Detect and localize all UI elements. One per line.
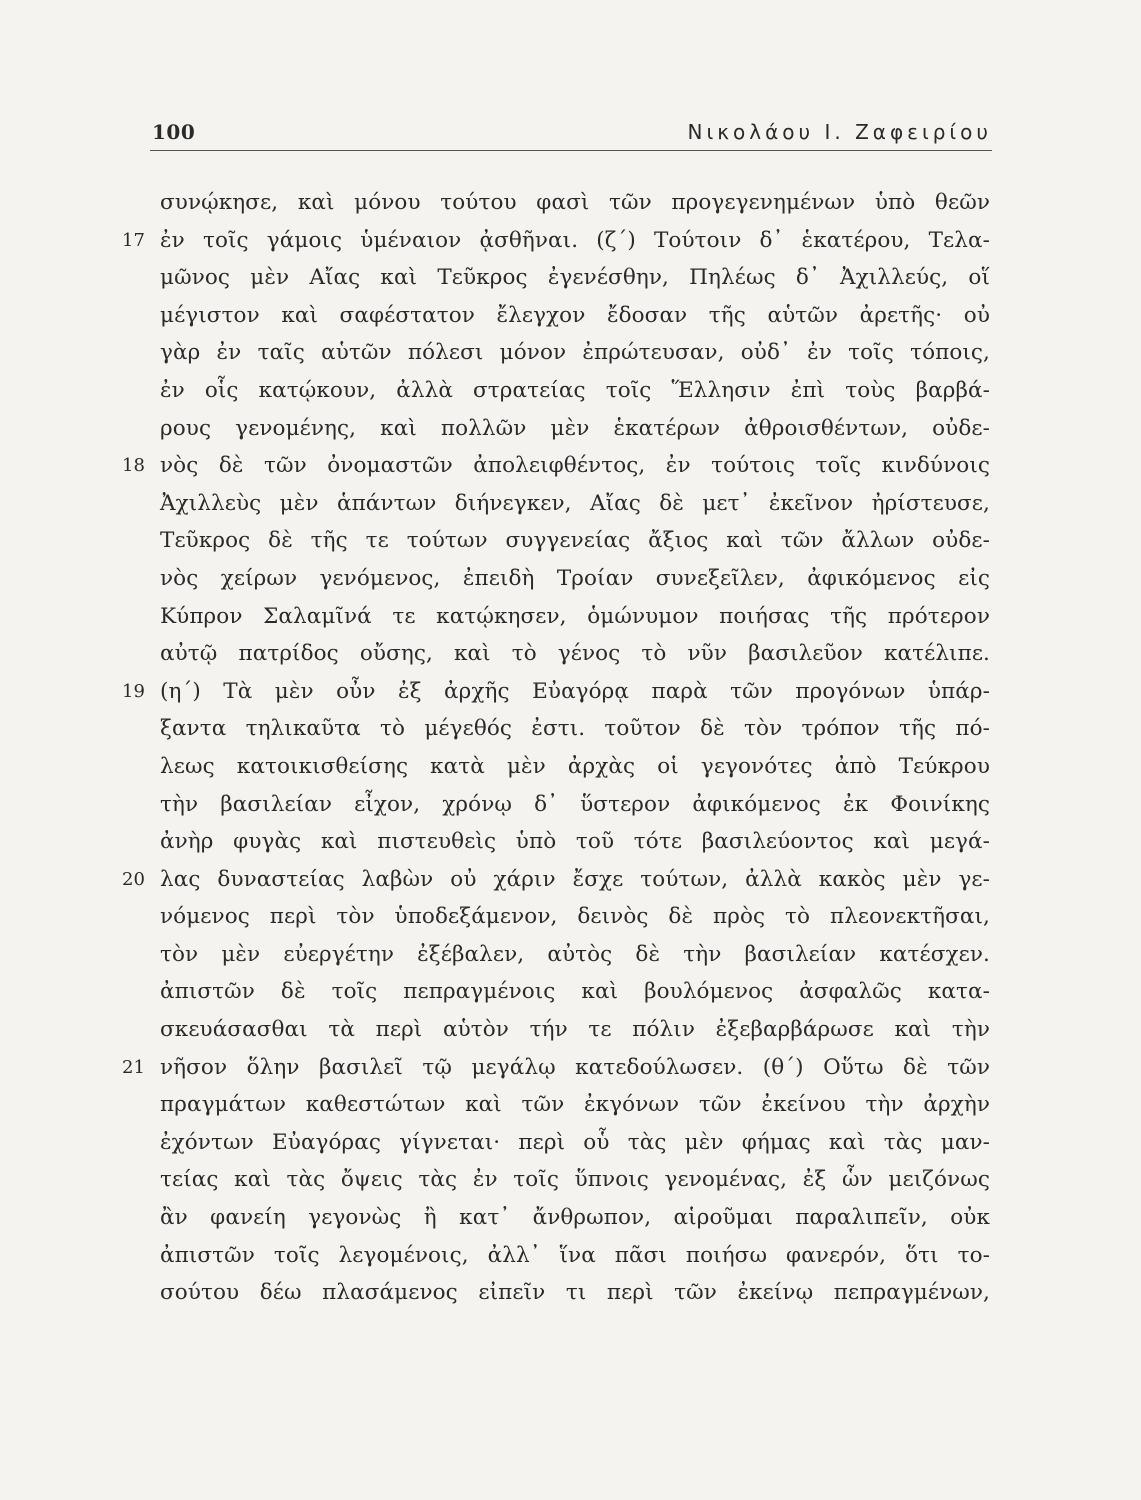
text-line [0, 861, 1141, 899]
section-number: 19 [122, 680, 145, 702]
line-text: αὐτῷ πατρίδος οὔσης, καὶ τὸ γένος τὸ νῦν βασιλεῦον κατέλιπε. [160, 641, 990, 667]
text-line [0, 184, 1141, 222]
text-line [0, 936, 1141, 974]
line-text: ἐν τοῖς γάμοις ὑμέναιον ᾀσθῆναι. (ζ΄) Τούτοιν δ᾽ ἑκατέρου, Τελα- [160, 227, 990, 253]
text-line [0, 1086, 1141, 1124]
section-number: 17 [122, 229, 145, 251]
text-line [0, 1161, 1141, 1199]
text-line [0, 222, 1141, 260]
line-text: ἂν φανείη γεγονὼς ἢ κατ᾽ ἄνθρωπον, αἱροῦμαι παραλιπεῖν, οὐκ [160, 1205, 990, 1231]
page-header [150, 118, 992, 151]
text-line [0, 1237, 1141, 1275]
line-text: πραγμάτων καθεστώτων καὶ τῶν ἐκγόνων τῶν ἐκείνου τὴν ἀρχὴν [160, 1092, 990, 1118]
line-text: ἀνὴρ φυγὰς καὶ πιστευθεὶς ὑπὸ τοῦ τότε βασιλεύοντος καὶ μεγά- [160, 829, 990, 855]
text-line [0, 485, 1141, 523]
text-line [0, 823, 1141, 861]
text-line [0, 1199, 1141, 1237]
line-text: ξαντα τηλικαῦτα τὸ μέγεθός ἐστι. τοῦτον δὲ τὸν τρόπον τῆς πό- [160, 716, 990, 742]
text-line [0, 1124, 1141, 1162]
page-number: 100 [152, 120, 196, 144]
line-text: μέγιστον καὶ σαφέστατον ἔλεγχον ἔδοσαν τῆς αὑτῶν ἀρετῆς· οὐ [160, 302, 990, 328]
section-number: 20 [122, 868, 145, 890]
line-text: σκευάσασθαι τὰ περὶ αὑτὸν τήν τε πόλιν ἐξεβαρβάρωσε καὶ τὴν [160, 1017, 990, 1043]
line-text: ἐν οἷς κατῴκουν, ἀλλὰ στρατείας τοῖς Ἕλλησιν ἐπὶ τοὺς βαρβά- [160, 377, 990, 403]
text-line [0, 560, 1141, 598]
text-line [0, 1274, 1141, 1312]
line-text: (η΄) Τὰ μὲν οὖν ἐξ ἀρχῆς Εὐαγόρᾳ παρὰ τῶν προγόνων ὑπάρ- [160, 678, 990, 704]
line-text: Τεῦκρος δὲ τῆς τε τούτων συγγενείας ἄξιος καὶ τῶν ἄλλων οὐδε- [160, 528, 990, 554]
text-line [0, 372, 1141, 410]
line-text: λεως κατοικισθείσης κατὰ μὲν ἀρχὰς οἱ γεγονότες ἀπὸ Τεύκρου [160, 753, 990, 779]
line-text: τείας καὶ τὰς ὄψεις τὰς ἐν τοῖς ὕπνοις γενομένας, ἐξ ὧν μειζόνως [160, 1167, 990, 1193]
line-text: λας δυναστείας λαβὼν οὐ χάριν ἔσχε τούτων, ἀλλὰ κακὸς μὲν γε- [160, 866, 990, 892]
text-line [0, 410, 1141, 448]
line-text: μῶνος μὲν Αἴας καὶ Τεῦκρος ἐγενέσθην, Πηλέως δ᾽ Ἀχιλλεύς, οἵ [160, 265, 990, 291]
text-line [0, 673, 1141, 711]
text-line [0, 898, 1141, 936]
section-number: 18 [122, 455, 145, 477]
line-text: Ἀχιλλεὺς μὲν ἁπάντων διήνεγκεν, Αἴας δὲ μετ᾽ ἐκεῖνον ἠρίστευσε, [160, 490, 990, 516]
line-text: γὰρ ἐν ταῖς αὑτῶν πόλεσι μόνον ἐπρώτευσαν, οὐδ᾽ ἐν τοῖς τόποις, [160, 340, 990, 366]
line-text: ἀπιστῶν δὲ τοῖς πεπραγμένοις καὶ βουλόμενος ἀσφαλῶς κατα- [160, 979, 990, 1005]
text-line [0, 334, 1141, 372]
section-number: 21 [122, 1056, 145, 1078]
body-text [0, 184, 1141, 1312]
line-text: νῆσον ὅλην βασιλεῖ τῷ μεγάλῳ κατεδούλωσεν. (θ΄) Οὕτω δὲ τῶν [160, 1054, 990, 1080]
text-line [0, 748, 1141, 786]
text-line [0, 259, 1141, 297]
text-line [0, 786, 1141, 824]
text-line [0, 447, 1141, 485]
line-text: σούτου δέω πλασάμενος εἰπεῖν τι περὶ τῶν ἐκείνῳ πεπραγμένων, [160, 1280, 990, 1306]
line-text: νὸς χείρων γενόμενος, ἐπειδὴ Τροίαν συνεξεῖλεν, ἀφικόμενος εἰς [160, 565, 990, 591]
line-text: συνῴκησε, καὶ μόνου τούτου φασὶ τῶν προγεγενημένων ὑπὸ θεῶν [160, 190, 990, 215]
line-text: ἀπιστῶν τοῖς λεγομένοις, ἀλλ᾽ ἵνα πᾶσι ποιήσω φανερόν, ὅτι το- [160, 1242, 990, 1268]
text-line [0, 297, 1141, 335]
line-text: νὸς δὲ τῶν ὀνομαστῶν ἀπολειφθέντος, ἐν τούτοις τοῖς κινδύνοις [160, 453, 990, 479]
line-text: Κύπρον Σαλαμῖνά τε κατῴκησεν, ὁμώνυμον ποιήσας τῆς πρότερον [160, 603, 990, 629]
text-line [0, 710, 1141, 748]
line-text: τὸν μὲν εὐεργέτην ἐξέβαλεν, αὐτὸς δὲ τὴν βασιλείαν κατέσχεν. [160, 941, 990, 967]
running-head: Νικολάου Ι. Ζαφειρίου [687, 120, 992, 144]
line-text: ἐχόντων Εὐαγόρας γίγνεται· περὶ οὗ τὰς μὲν φήμας καὶ τὰς μαν- [160, 1129, 990, 1155]
line-text: ρους γενομένης, καὶ πολλῶν μὲν ἑκατέρων ἀθροισθέντων, οὐδε- [160, 415, 990, 441]
text-line [0, 1011, 1141, 1049]
text-line [0, 635, 1141, 673]
line-text: τὴν βασιλείαν εἶχον, χρόνῳ δ᾽ ὕστερον ἀφικόμενος ἐκ Φοινίκης [160, 791, 990, 817]
text-line [0, 973, 1141, 1011]
text-line [0, 598, 1141, 636]
text-line [0, 1049, 1141, 1087]
line-text: νόμενος περὶ τὸν ὑποδεξάμενον, δεινὸς δὲ πρὸς τὸ πλεονεκτῆσαι, [160, 904, 990, 930]
text-line [0, 522, 1141, 560]
